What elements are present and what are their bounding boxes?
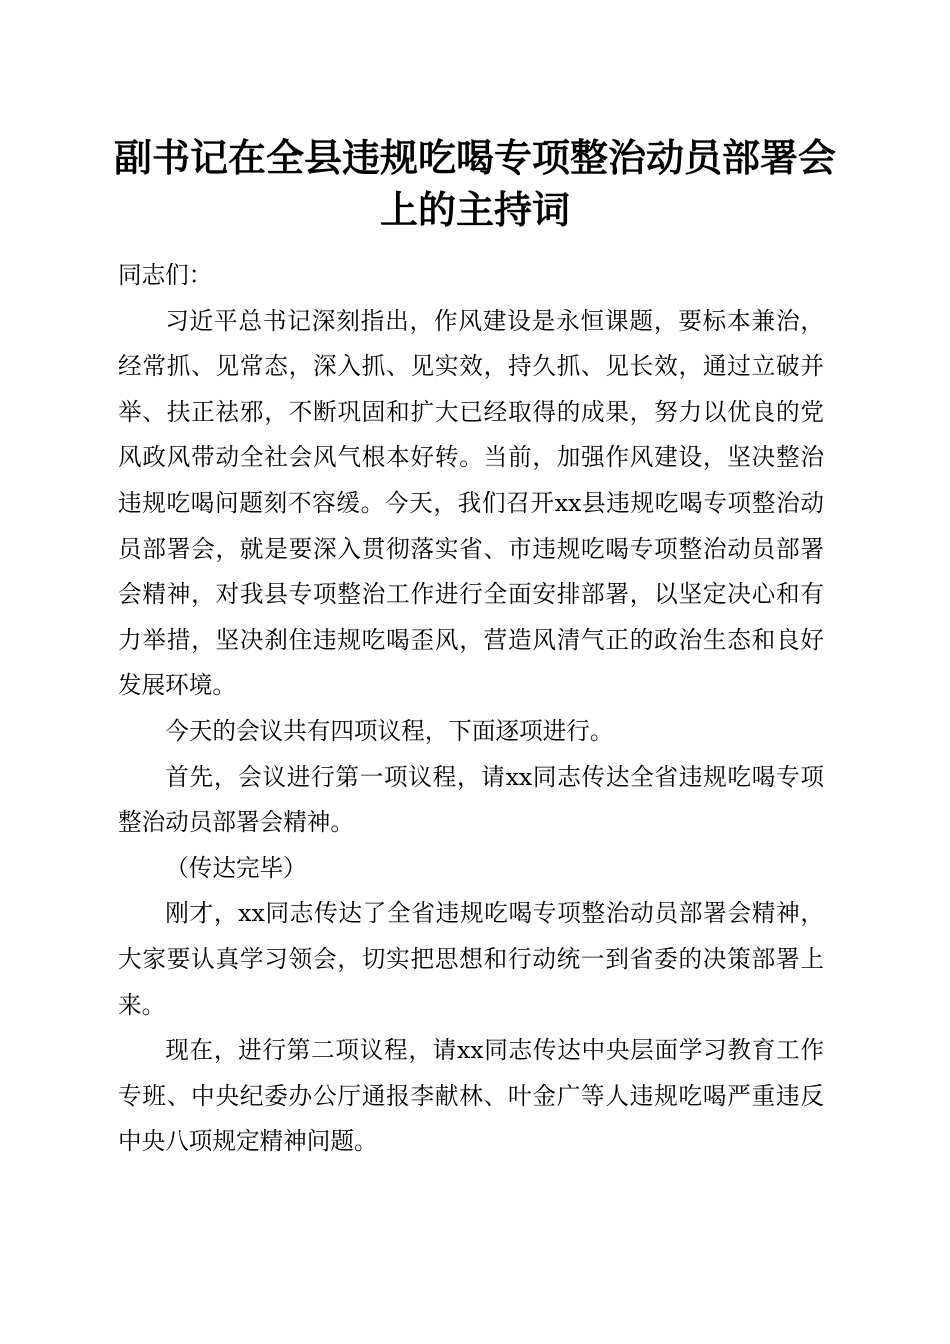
- paragraph-relay-done: （传达完毕）: [165, 853, 307, 882]
- paragraph-agenda: 今天的会议共有四项议程，下面逐项进行。: [165, 716, 614, 745]
- paragraph-item-one: 首先，会议进行第一项议程，请xx同志传达全省违规吃喝专项整治动员部署会精神。: [118, 762, 824, 837]
- paragraph-opening: 习近平总书记深刻指出，作风建设是永恒课题，要标本兼治，经常抓、见常态，深入抓、见实效，持久抓、见长效，通过立破并举、扶正祛邪，不断巩固和扩大已经取得的成果，努力以优良的党风政风带动全社会风气根本好转。当前，加强作风建设，坚决整治违规吃喝问题刻不容缓。今天，我们召开xx县违规吃喝专项整治动员部署会，就是要深入贯彻落实省、市违规吃喝专项整治动员部署会精神，对我县专项整治工作进行全面安排部署，以坚定决心和有力举措，坚决刹住违规吃喝歪风，营造风清气正的政治生态和良好发展环境。: [118, 306, 824, 700]
- document-body: [118, 253, 824, 1165]
- document-title: 副书记在全县违规吃喝专项整治动员部署会上的主持词: [113, 135, 836, 232]
- salutation: 同志们：: [118, 261, 213, 289]
- paragraph-summary-one: 刚才，xx同志传达了全省违规吃喝专项整治动员部署会精神，大家要认真学习领会，切实把思想和行动统一到省委的决策部署上来。: [118, 899, 824, 1019]
- paragraph-item-two: 现在，进行第二项议程，请xx同志传达中央层面学习教育工作专班、中央纪委办公厅通报李献林、叶金广等人违规吃喝严重违反中央八项规定精神问题。: [118, 1036, 824, 1156]
